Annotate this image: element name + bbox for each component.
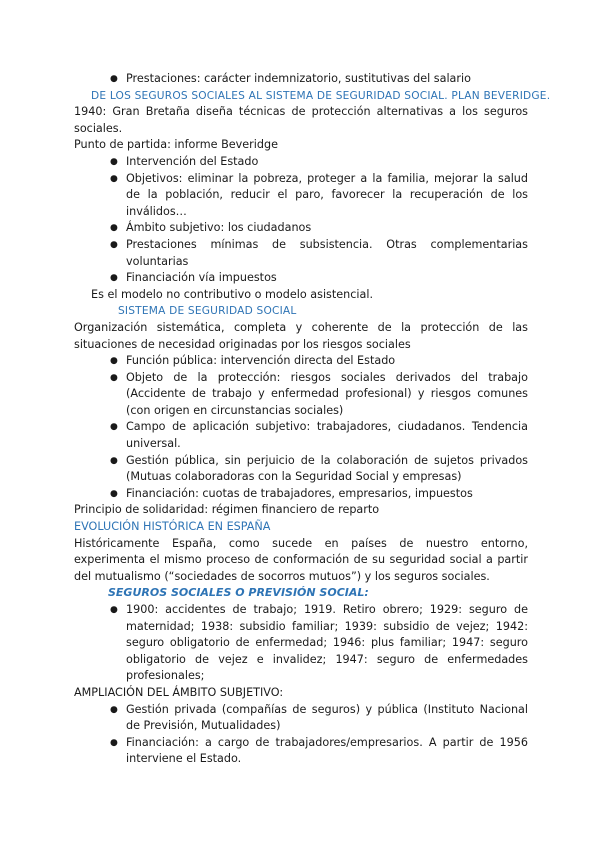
beveridge-intro: 1940: Gran Bretaña diseña técnicas de protección alternativas a los seguros sociales. <box>74 105 528 135</box>
ampliacion-bullet-text: Gestión privada (compañías de seguros) y pública (Instituto Nacional de Previsión, Mutualidades) <box>126 702 528 733</box>
bullet-icon: ● <box>110 704 118 715</box>
beveridge-bullet-text: Objetivos: eliminar la pobreza, proteger a la familia, mejorar la salud de la población, reducir el paro, favorecer la recuperación de los inválidos… <box>126 171 528 218</box>
list-item <box>74 453 528 486</box>
sistema-bullet-text: Función pública: intervención directa del Estado <box>126 354 396 368</box>
bullet-icon: ● <box>110 239 118 250</box>
ampliacion-bullet-list <box>74 702 528 768</box>
seguros-sociales-subheading: SEGUROS SOCIALES O PREVISIÓN SOCIAL: <box>108 586 369 600</box>
sistema-bullet-text: Financiación: cuotas de trabajadores, empresarios, impuestos <box>126 486 473 500</box>
bullet-icon: ● <box>110 737 118 748</box>
sistema-bullet-text: Gestión pública, sin perjuicio de la colaboración de sujetos privados (Mutuas colaboradoras con la Seguridad Social y empresas) <box>126 453 528 484</box>
beveridge-closing: Es el modelo no contributivo o modelo asistencial. <box>91 287 374 301</box>
seguros-bullet-text: 1900: accidentes de trabajo; 1919. Retiro obrero; 1929: seguro de maternidad; 1938: subsidio familiar; 1939: subsidio de vejez; 1942: seguro obligatorio de enfermedad; 1946: plus familiar; 1947: seguro obligatorio de vejez e invalidez; 1947: seguro de enfermedades profesionales; <box>126 603 528 683</box>
list-item <box>74 270 528 287</box>
seguros-bullet-list <box>74 602 528 685</box>
bullet-icon: ● <box>110 173 118 184</box>
list-item <box>74 353 528 370</box>
ampliacion-heading: AMPLIACIÓN DEL ÁMBITO SUBJETIVO: <box>74 685 284 699</box>
sistema-heading: SISTEMA DE SEGURIDAD SOCIAL <box>118 305 297 318</box>
sistema-bullet-list <box>74 353 528 502</box>
list-item <box>74 71 528 88</box>
beveridge-bullet-text: Financiación vía impuestos <box>126 271 277 285</box>
bullet-icon: ● <box>110 223 118 234</box>
list-item <box>74 154 528 171</box>
beveridge-bullet-text: Intervención del Estado <box>126 154 259 168</box>
top-bullet-text: Prestaciones: carácter indemnizatorio, sustitutivas del salario <box>126 72 471 85</box>
bullet-icon: ● <box>110 273 118 284</box>
list-item <box>74 237 528 270</box>
bullet-icon: ● <box>110 605 118 615</box>
sistema-bullet-text: Objeto de la protección: riesgos sociales derivados del trabajo (Accidente de trabajo y enfermedad profesional) y riesgos comunes (con origen en circunstancias sociales) <box>126 370 528 417</box>
ampliacion-bullet-text: Financiación: a cargo de trabajadores/empresarios. A partir de 1956 interviene el Estado. <box>126 735 528 766</box>
beveridge-point-of-departure: Punto de partida: informe Beveridge <box>74 138 278 152</box>
beveridge-bullet-text: Prestaciones mínimas de subsistencia. Otras complementarias voluntarias <box>126 237 528 268</box>
beveridge-bullet-text: Ámbito subjetivo: los ciudadanos <box>126 221 312 235</box>
sistema-bullet-text: Campo de aplicación subjetivo: trabajadores, ciudadanos. Tendencia universal. <box>126 420 528 451</box>
list-item <box>74 735 528 768</box>
bullet-icon: ● <box>110 422 118 433</box>
bullet-icon: ● <box>110 356 118 367</box>
evolucion-heading: EVOLUCIÓN HISTÓRICA EN ESPAÑA <box>74 520 271 534</box>
bullet-icon: ● <box>110 455 118 466</box>
beveridge-heading: DE LOS SEGUROS SOCIALES AL SISTEMA DE SEGURIDAD SOCIAL. PLAN BEVERIDGE. <box>91 89 551 102</box>
beveridge-bullet-list <box>74 154 528 287</box>
bullet-icon: ● <box>110 488 118 499</box>
bullet-icon: ● <box>110 74 118 84</box>
list-item <box>74 486 528 503</box>
evolucion-paragraph: Históricamente España, como sucede en países de nuestro entorno, experimenta el mismo proceso de conformación de su seguridad social a partir del mutualismo (“sociedades de socorros mutuos”) y los seguros sociales. <box>74 536 528 583</box>
top-bullet-list <box>74 71 528 88</box>
sistema-definition: Organización sistemática, completa y coherente de la protección de las situaciones de necesidad originadas por los riesgos sociales <box>74 320 528 351</box>
list-item <box>74 602 528 685</box>
list-item <box>74 370 528 420</box>
list-item <box>74 171 528 221</box>
bullet-icon: ● <box>110 156 118 167</box>
list-item <box>74 702 528 735</box>
sistema-principle: Principio de solidaridad: régimen financiero de reparto <box>74 503 380 517</box>
list-item <box>74 419 528 452</box>
list-item <box>74 220 528 237</box>
bullet-icon: ● <box>110 372 118 383</box>
